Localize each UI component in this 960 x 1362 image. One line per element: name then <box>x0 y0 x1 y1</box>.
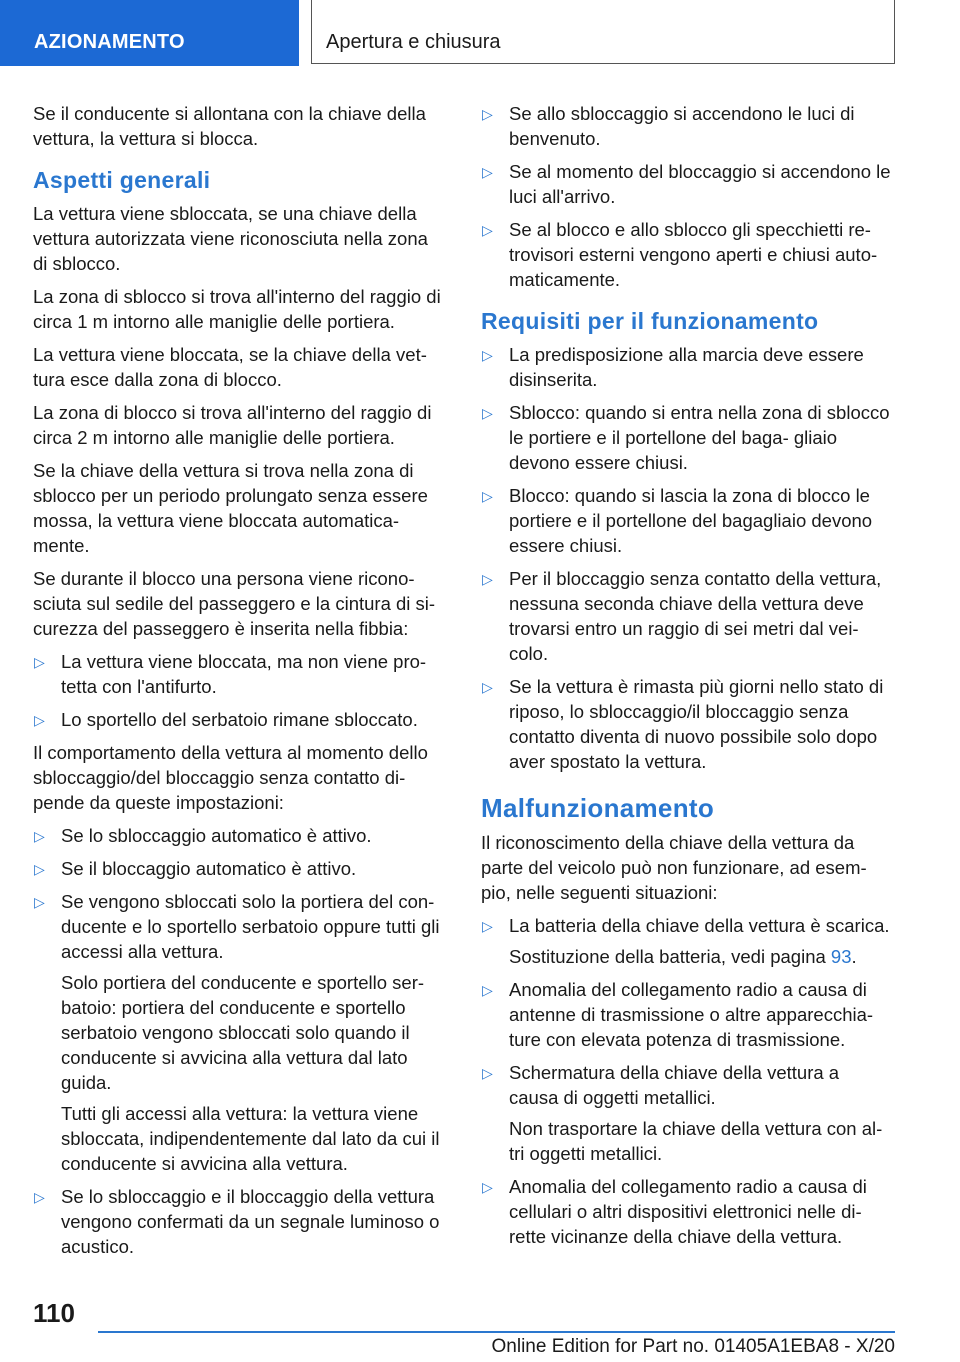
list-item: ▷ Se la vettura è rimasta più giorni nello stato di riposo, lo sbloccaggio/il bloccaggio senza contatto diventa di nuovo possibile solo dopo aver spostato la vettura. <box>482 676 884 772</box>
right-column <box>481 101 893 1257</box>
left-column <box>33 101 445 1267</box>
list-item: ▷ Se il bloccaggio automatico è attivo. <box>33 856 445 881</box>
list-item: ▷ Anomalia del collegamento radio a causa di cellulari o altri dispositivi elettronici nelle di‐ rette vicinanze della chiave della vettura. <box>482 1176 867 1247</box>
list-item: ▷ Sblocco: quando si entra nella zona di sblocco le portiere e il portellone del baga‐ gliaio devono essere chiusi. <box>482 402 890 473</box>
list-item: ▷ Se lo sbloccaggio automatico è attivo. <box>33 823 445 848</box>
list-item: ▷ Se vengono sbloccati solo la portiera del con‐ ducente e lo sportello serbatoio oppure tutti gli accessi alla vettura. <box>34 891 440 962</box>
triangle-bullet-icon: ▷ <box>482 405 493 421</box>
triangle-bullet-icon: ▷ <box>482 164 493 180</box>
page-header <box>0 0 960 66</box>
paragraph: La zona di sblocco si trova all'interno del raggio di circa 1 m intorno alle maniglie delle portiera. <box>33 286 441 332</box>
triangle-bullet-icon: ▷ <box>482 679 493 695</box>
triangle-bullet-icon: ▷ <box>34 861 45 877</box>
list-item: ▷ Se lo sbloccaggio e il bloccaggio della vettura vengono confermati da un segnale luminoso o acustico. <box>34 1186 440 1257</box>
list-subparagraph: Sostituzione della batteria, vedi pagina 93. <box>509 946 857 967</box>
paragraph: Il comportamento della vettura al momento dello sbloccaggio/del bloccaggio senza contatto di‐ pende da queste impostazioni: <box>33 742 428 813</box>
list-item: ▷ La batteria della chiave della vettura è scarica. <box>481 913 893 938</box>
triangle-bullet-icon: ▷ <box>482 918 493 934</box>
triangle-bullet-icon: ▷ <box>482 1179 493 1195</box>
chapter-title: Apertura e chiusura <box>311 0 895 64</box>
list-item: ▷ Per il bloccaggio senza contatto della vettura, nessuna seconda chiave della vettura deve trovarsi entro un raggio di sei metri dal vei‐ colo. <box>482 568 882 664</box>
section-tab: AZIONAMENTO <box>0 0 299 66</box>
triangle-bullet-icon: ▷ <box>482 347 493 363</box>
intro-paragraph: Se il conducente si allontana con la chiave della vettura, la vettura si blocca. <box>33 103 426 149</box>
triangle-bullet-icon: ▷ <box>482 106 493 122</box>
list-subparagraph: Non trasportare la chiave della vettura con al‐ tri oggetti metallici. <box>509 1118 883 1164</box>
list-item: ▷ Se al blocco e allo sblocco gli specchietti re‐ trovisori esterni vengono aperti e chiusi auto‐ maticamente. <box>482 219 878 290</box>
paragraph: Se la chiave della vettura si trova nella zona di sblocco per un periodo prolungato senza essere mossa, la vettura viene bloccata automatica‐ mente. <box>33 460 428 556</box>
triangle-bullet-icon: ▷ <box>34 712 45 728</box>
paragraph: Se durante il blocco una persona viene ricono‐ sciuta sul sedile del passeggero e la cintura di si‐ curezza del passeggero è inserita nella fibbia: <box>33 568 436 639</box>
list-item: ▷ Anomalia del collegamento radio a causa di antenne di trasmissione o altre apparecchia‐ ture con elevata potenza di trasmissione. <box>482 979 874 1050</box>
triangle-bullet-icon: ▷ <box>482 222 493 238</box>
paragraph: Il riconoscimento della chiave della vettura da parte del veicolo può non funzionare, ad esem‐ pio, nelle seguenti situazioni: <box>481 832 867 903</box>
list-item: ▷ La vettura viene bloccata, ma non viene pro‐ tetta con l'antifurto. <box>34 651 427 697</box>
paragraph: La vettura viene sbloccata, se una chiave della vettura autorizzata viene riconosciuta nella zona di sblocco. <box>33 203 428 274</box>
list-item: ▷ Lo sportello del serbatoio rimane sbloccato. <box>33 707 445 732</box>
list-item: ▷ Blocco: quando si lascia la zona di blocco le portiere e il portellone del bagagliaio devono essere chiusi. <box>482 485 873 556</box>
list-subparagraph: Tutti gli accessi alla vettura: la vettura viene sbloccata, indipendentemente dal lato da cui il conducente si avvicina alla vettura. <box>61 1103 440 1174</box>
list-item: ▷ Se allo sbloccaggio si accendono le luci di benvenuto. <box>482 103 855 149</box>
list-item: ▷ Se al momento del bloccaggio si accendono le luci all'arrivo. <box>482 161 891 207</box>
triangle-bullet-icon: ▷ <box>482 488 493 504</box>
triangle-bullet-icon: ▷ <box>482 1065 493 1081</box>
paragraph: La vettura viene bloccata, se la chiave della vet‐ tura esce dalla zona di blocco. <box>33 344 427 390</box>
list-item: ▷ La predisposizione alla marcia deve essere disinserita. <box>482 344 864 390</box>
heading-requirements: Requisiti per il funzionamento <box>481 308 819 334</box>
footer-edition: Online Edition for Part no. 01405A1EBA8 - X/20 <box>491 1336 895 1357</box>
triangle-bullet-icon: ▷ <box>482 571 493 587</box>
page-number: 110 <box>33 1298 75 1328</box>
paragraph: La zona di blocco si trova all'interno del raggio di circa 2 m intorno alle maniglie delle portiera. <box>33 402 432 448</box>
triangle-bullet-icon: ▷ <box>34 1189 45 1205</box>
footer-divider <box>98 1331 895 1333</box>
heading-malfunction: Malfunzionamento <box>481 793 715 823</box>
triangle-bullet-icon: ▷ <box>34 828 45 844</box>
triangle-bullet-icon: ▷ <box>34 894 45 910</box>
page-link[interactable]: 93 <box>830 946 852 967</box>
triangle-bullet-icon: ▷ <box>34 654 45 670</box>
list-subparagraph: Solo portiera del conducente e sportello ser‐ batoio: portiera del conducente e sportello serbatoio vengono sbloccati solo quando il conducente si avvicina alla vettura dal lato guida. <box>61 972 425 1093</box>
list-item: ▷ Schermatura della chiave della vettura a causa di oggetti metallici. <box>482 1062 840 1108</box>
triangle-bullet-icon: ▷ <box>482 982 493 998</box>
heading-general: Aspetti generali <box>33 167 211 193</box>
